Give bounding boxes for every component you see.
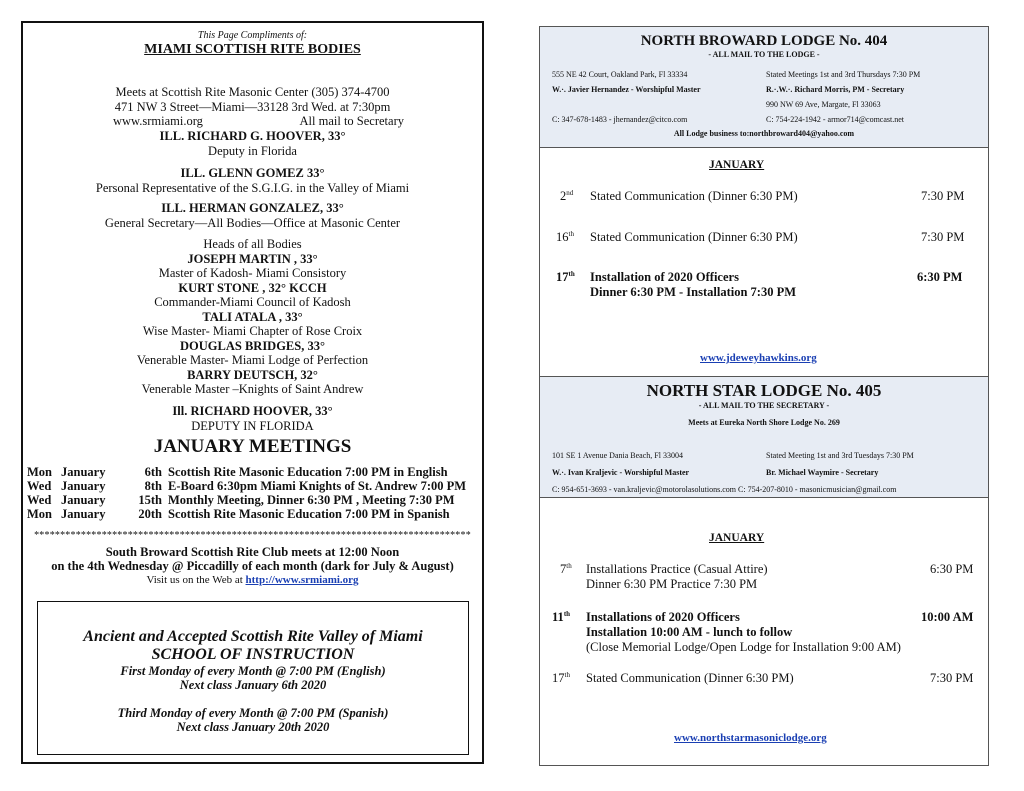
- lodge-405-stated: Stated Meeting 1st and 3rd Tuesdays 7:30 PM: [766, 451, 914, 460]
- lodge-404-sec-address: 990 NW 69 Ave, Margate, Fl 33063: [766, 100, 881, 109]
- meeting-row: [27, 507, 482, 521]
- lodge-404-master: W.·. Javier Hernandez - Worshipful Master: [552, 85, 701, 94]
- website-text: www.srmiami.org: [113, 114, 203, 128]
- meeting-desc: Scottish Rite Masonic Education 7:00 PM in Spanish: [168, 507, 450, 521]
- school-line-3: Third Monday of every Month @ 7:00 PM (Spanish): [117, 706, 389, 720]
- left-header: [23, 30, 482, 58]
- event-desc: Installation of 2020 Officers: [590, 270, 739, 284]
- meeting-desc: Monthly Meeting, Dinner 6:30 PM , Meeting 7:30 PM: [168, 493, 455, 507]
- compliments-text: This Page Compliments of:: [197, 30, 308, 41]
- lodge-405-month: JANUARY: [709, 532, 765, 544]
- lodge-404-stated: Stated Meetings 1st and 3rd Thursdays 7:30 PM: [766, 70, 921, 79]
- northstar-link[interactable]: www.northstarmasoniclodge.org: [674, 732, 827, 744]
- lodge-404-month: JANUARY: [709, 159, 765, 171]
- meeting-month: January: [61, 479, 106, 493]
- head-role: Master of Kadosh- Miami Consistory: [158, 266, 347, 280]
- event-time: 10:00 AM: [921, 610, 974, 624]
- meeting-day: Wed: [27, 479, 52, 493]
- event-time: 6:30 PM: [917, 270, 963, 284]
- event-desc: Stated Communication (Dinner 6:30 PM): [590, 230, 798, 244]
- head-name: BARRY DEUTSCH, 32°: [187, 367, 318, 382]
- person-block: [23, 166, 482, 195]
- meeting-row: [27, 493, 482, 507]
- meeting-month: January: [61, 465, 106, 479]
- lodge-405-name: NORTH STAR LODGE No. 405: [646, 381, 882, 400]
- school-title-2: SCHOOL OF INSTRUCTION: [151, 646, 355, 663]
- school-line-1: First Monday of every Month @ 7:00 PM (English): [120, 664, 386, 678]
- deputy-role: DEPUTY IN FLORIDA: [191, 418, 314, 433]
- meeting-day: Mon: [27, 465, 52, 479]
- head-name: JOSEPH MARTIN , 33°: [187, 251, 318, 266]
- lodge-404-secretary: R.·.W.·. Richard Morris, PM - Secretary: [766, 85, 905, 94]
- south-broward-line-2: on the 4th Wednesday @ Piccadilly of each month (dark for July & August): [51, 559, 454, 573]
- event-time: 7:30 PM: [921, 189, 965, 203]
- event-day: 7th: [560, 562, 572, 577]
- meeting-row: [27, 465, 482, 479]
- meetings-list: [27, 465, 482, 521]
- heads-block: [23, 237, 482, 397]
- meeting-row: [27, 479, 482, 493]
- event-desc-2: Dinner 6:30 PM Practice 7:30 PM: [586, 577, 758, 591]
- head-role: Venerable Master –Knights of Saint Andrew: [141, 382, 364, 396]
- meeting-date: 6th: [144, 465, 162, 479]
- person-name: ILL. HERMAN GONZALEZ, 33°: [161, 201, 344, 215]
- person-role: Deputy in Florida: [208, 143, 297, 158]
- head-role: Commander-Miami Council of Kadosh: [154, 295, 351, 309]
- south-broward-line-1: South Broward Scottish Rite Club meets at 12:00 Noon: [105, 545, 400, 559]
- school-title-1: Ancient and Accepted Scottish Rite Valley of Miami: [83, 628, 423, 645]
- meeting-day: Wed: [27, 493, 52, 507]
- visit-line: [23, 573, 482, 587]
- head-role: Venerable Master- Miami Lodge of Perfection: [136, 353, 369, 367]
- school-line-4: Next class January 20th 2020: [176, 720, 330, 734]
- meeting-month: January: [61, 493, 106, 507]
- left-title: MIAMI SCOTTISH RITE BODIES: [144, 42, 361, 57]
- website-mail-row: [23, 114, 482, 129]
- meeting-day: Mon: [27, 507, 52, 521]
- person-role: General Secretary—All Bodies—Office at Masonic Center: [104, 215, 401, 230]
- mail-text: All mail to Secretary: [299, 114, 404, 128]
- event-desc: Stated Communication (Dinner 6:30 PM): [590, 189, 798, 203]
- meets-line-2: 471 NW 3 Street—Miami—33128 3rd Wed. at 7:30pm: [114, 99, 391, 114]
- event-desc: Installations of 2020 Officers: [586, 610, 740, 624]
- lodge-405-phones: C: 954-651-3693 - van.kraljevic@motorolasolutions.com C: 754-207-8010 - masonicmusician@gmail.com: [552, 485, 897, 494]
- deputy-block: [23, 404, 482, 433]
- head-name: DOUGLAS BRIDGES, 33°: [180, 338, 325, 353]
- event-desc: Stated Communication (Dinner 6:30 PM): [586, 671, 794, 685]
- event-desc-3: (Close Memorial Lodge/Open Lodge for Installation 9:00 AM): [586, 640, 901, 654]
- meetings-title: JANUARY MEETINGS: [153, 436, 352, 457]
- event-day: 2nd: [560, 189, 574, 204]
- event-time: 6:30 PM: [930, 562, 974, 576]
- event-desc: Installations Practice (Casual Attire): [586, 562, 768, 576]
- head-name: KURT STONE , 32° KCCH: [178, 280, 327, 295]
- lodge-405-address: 101 SE 1 Avenue Dania Beach, Fl 33004: [552, 451, 683, 460]
- meeting-date: 20th: [138, 507, 162, 521]
- lodge-404-name: NORTH BROWARD LODGE No. 404: [640, 33, 888, 49]
- head-role: Wise Master- Miami Chapter of Rose Croix: [142, 324, 363, 338]
- jdeweyhawkins-link[interactable]: www.jdeweyhawkins.org: [700, 352, 817, 364]
- meets-line-1: Meets at Scottish Rite Masonic Center (305) 374-4700: [115, 85, 390, 99]
- srmiami-link[interactable]: http://www.srmiami.org: [245, 574, 359, 586]
- right-page: [539, 26, 989, 766]
- event-time: 7:30 PM: [930, 671, 974, 685]
- visit-prefix: Visit us on the Web at: [146, 574, 246, 586]
- deputy-name: Ill. RICHARD HOOVER, 33°: [172, 404, 333, 418]
- meeting-date: 8th: [144, 479, 162, 493]
- lodge-405-master: W.·. Ivan Kraljevic - Worshipful Master: [552, 468, 690, 477]
- person-block: [23, 129, 482, 158]
- south-broward-block: [23, 545, 482, 587]
- lodge-404-phone-1: C: 347-678-1483 - jhernandez@citco.com: [552, 115, 688, 124]
- meeting-date: 15th: [138, 493, 162, 507]
- lodge-404-mail: - ALL MAIL TO THE LODGE -: [708, 50, 820, 59]
- lodge-404-header: [540, 27, 988, 148]
- school-of-instruction-box: [37, 601, 469, 755]
- event-desc-2: Dinner 6:30 PM - Installation 7:30 PM: [590, 285, 797, 299]
- person-name: ILL. GLENN GOMEZ 33°: [180, 166, 325, 180]
- event-day: 17th: [552, 671, 570, 686]
- head-name: TALI ATALA , 33°: [202, 309, 303, 324]
- event-desc-2: Installation 10:00 AM - lunch to follow: [586, 625, 793, 639]
- meeting-month: January: [61, 507, 106, 521]
- event-day: 17th: [556, 270, 575, 285]
- meeting-desc: Scottish Rite Masonic Education 7:00 PM in English: [168, 465, 448, 479]
- lodge-405-secretary: Br. Michael Waymire - Secretary: [766, 468, 879, 477]
- lodge-405-header: [540, 376, 988, 498]
- star-divider: ************************************************************************************: [34, 530, 471, 541]
- lodge-405-meets: Meets at Eureka North Shore Lodge No. 269: [688, 418, 840, 427]
- meeting-desc: E-Board 6:30pm Miami Knights of St. Andrew 7:00 PM: [168, 479, 467, 493]
- school-line-2: Next class January 6th 2020: [179, 678, 327, 692]
- person-role: Personal Representative of the S.G.I.G. in the Valley of Miami: [95, 180, 410, 195]
- lodge-404-address: 555 NE 42 Court, Oakland Park, Fl 33334: [552, 70, 688, 79]
- heads-label: Heads of all Bodies: [203, 237, 302, 251]
- lodge-405-mail: - ALL MAIL TO THE SECRETARY -: [698, 401, 830, 410]
- event-time: 7:30 PM: [921, 230, 965, 244]
- person-name: ILL. RICHARD G. HOOVER, 33°: [159, 129, 346, 143]
- lodge-404-phone-2: C: 754-224-1942 - armor714@comcast.net: [766, 115, 905, 124]
- person-block: [23, 201, 482, 230]
- lodge-404-business: All Lodge business to:northbroward404@yahoo.com: [673, 129, 855, 138]
- meeting-location: [23, 85, 482, 129]
- event-day: 11th: [552, 610, 571, 625]
- event-day: 16th: [556, 230, 574, 245]
- left-page: [21, 21, 484, 764]
